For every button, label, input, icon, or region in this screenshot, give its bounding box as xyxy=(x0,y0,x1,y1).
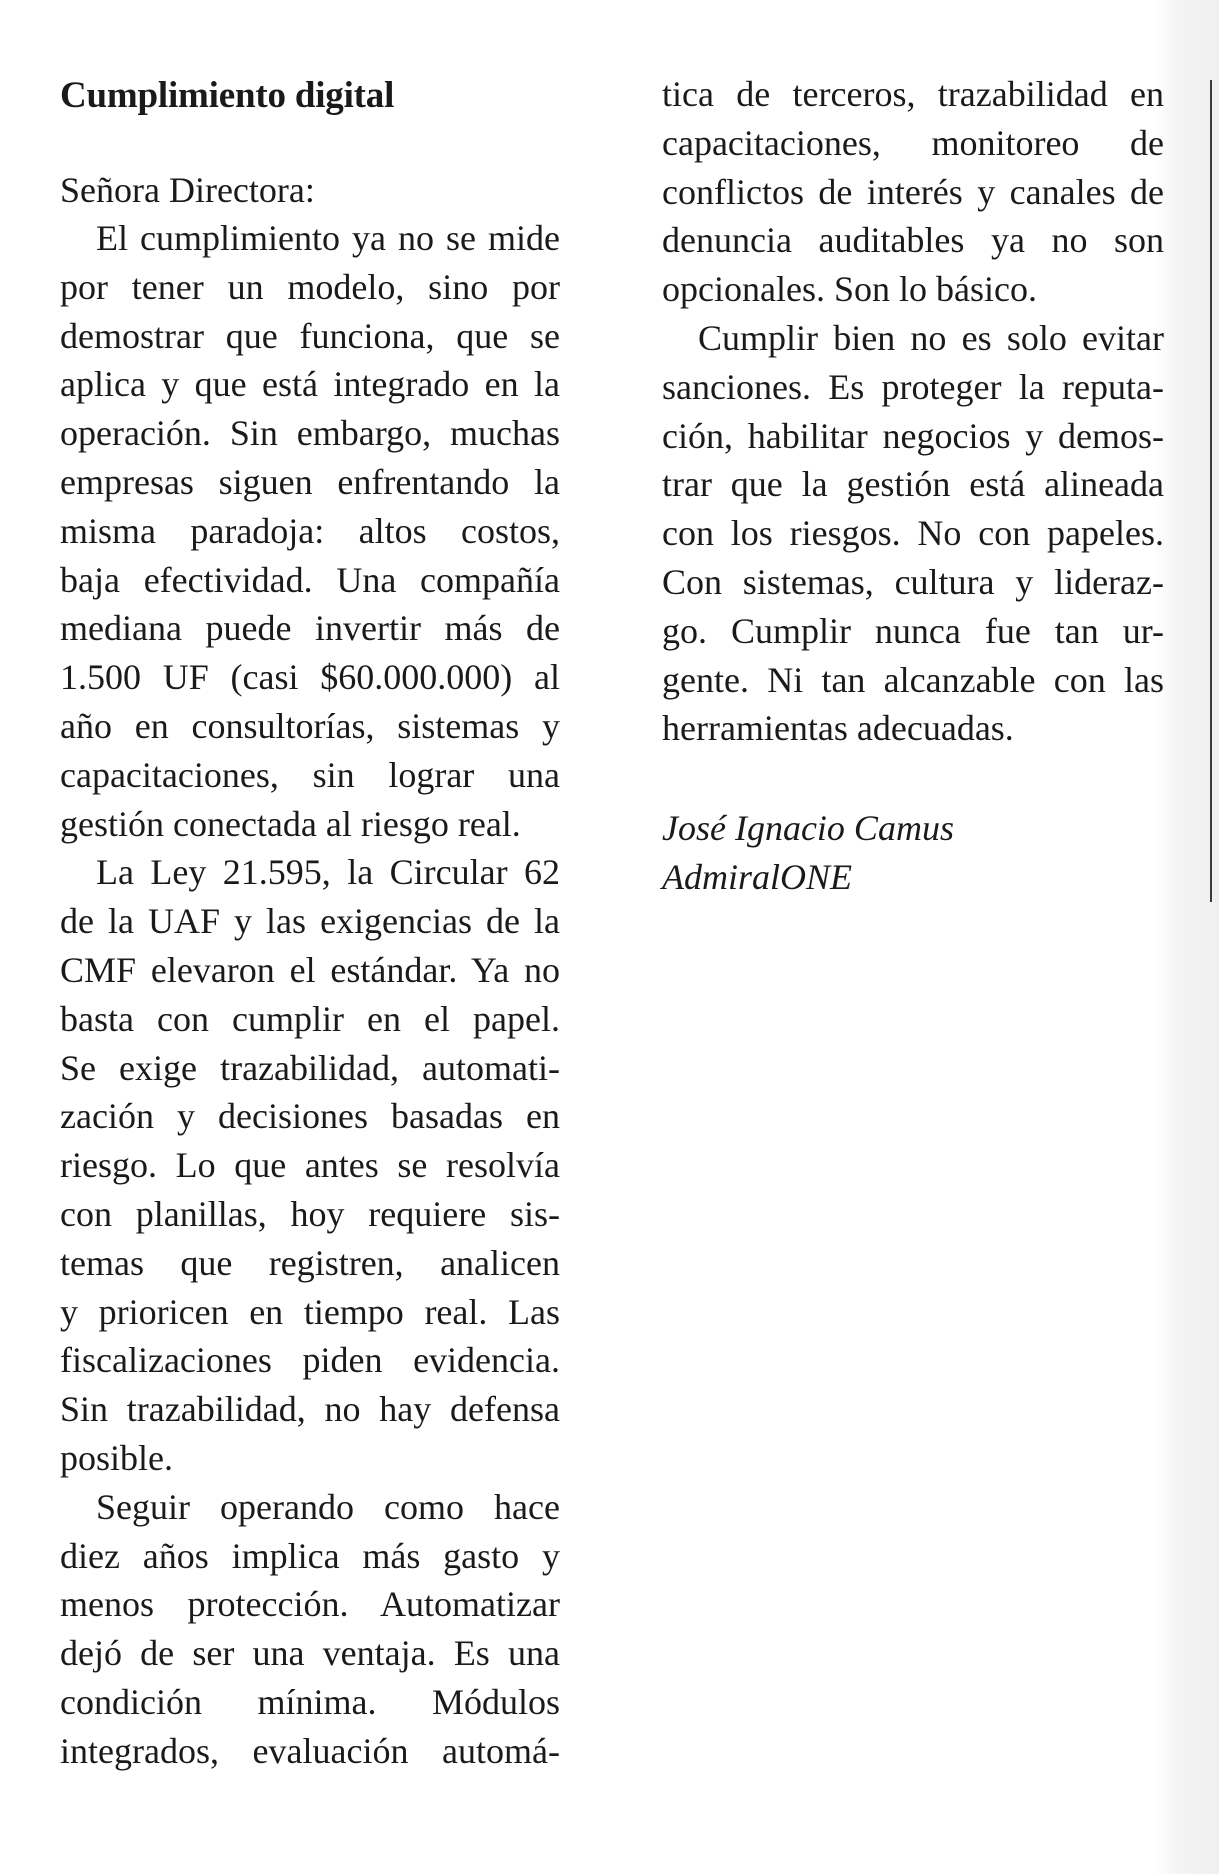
text-line: Sin trazabilidad, no hay defensa xyxy=(60,1389,560,1430)
text-line: denuncia auditables ya no son xyxy=(662,220,1164,261)
text-line: condición mínima. Módulos xyxy=(60,1681,560,1722)
text-line: CMF elevaron el estándar. Ya no xyxy=(60,949,560,990)
text-line: y prioricen en tiempo real. Las xyxy=(60,1291,560,1332)
text-line: trar que la gestión está alineada xyxy=(662,464,1164,505)
signature-name: José Ignacio Camus xyxy=(662,808,954,848)
text-line: sanciones. Es proteger la reputa- xyxy=(662,366,1164,407)
text-line: gestión conectada al riesgo real. xyxy=(60,803,521,844)
text-line: diez años implica más gasto y xyxy=(60,1535,560,1576)
right-column xyxy=(662,70,1164,753)
left-column xyxy=(60,214,560,1776)
paragraph-2 xyxy=(60,848,560,1482)
text-line: dejó de ser una ventaja. Es una xyxy=(60,1633,560,1674)
text-line: riesgo. Lo que antes se resolvía xyxy=(60,1145,560,1186)
text-line: gente. Ni tan alcanzable con las xyxy=(662,659,1164,700)
text-line: aplica y que está integrado en la xyxy=(60,364,560,405)
signature-organization: AdmiralONE xyxy=(662,856,853,897)
paragraph-3 xyxy=(60,1483,560,1776)
text-line: operación. Sin embargo, muchas xyxy=(60,413,560,454)
text-line: con los riesgos. No con papeles. xyxy=(662,513,1164,554)
text-line: integrados, evaluación automá- xyxy=(60,1730,560,1771)
text-line: Cumplir bien no es solo evitar xyxy=(698,317,1164,358)
text-line: por tener un modelo, sino por xyxy=(60,266,560,307)
text-line: demostrar que funciona, que se xyxy=(60,315,560,356)
text-line: Se exige trazabilidad, automati- xyxy=(60,1047,560,1088)
column-rule xyxy=(1210,80,1212,902)
text-line: conflictos de interés y canales de xyxy=(662,171,1164,212)
paragraph-4 xyxy=(662,314,1164,753)
text-line: tica de terceros, trazabilidad en xyxy=(662,74,1164,114)
text-line: capacitaciones, sin lograr una xyxy=(60,754,560,795)
text-line: temas que registren, analicen xyxy=(60,1242,560,1283)
text-line: Seguir operando como hace xyxy=(96,1486,560,1527)
text-line: 1.500 UF (casi $60.000.000) al xyxy=(60,657,560,698)
text-line: baja efectividad. Una compañía xyxy=(60,559,560,600)
text-line: misma paradoja: altos costos, xyxy=(60,510,560,551)
text-line: La Ley 21.595, la Circular 62 xyxy=(96,852,560,893)
text-line: basta con cumplir en el papel. xyxy=(60,998,560,1039)
text-line: posible. xyxy=(60,1437,173,1478)
text-line: El cumplimiento ya no se mide xyxy=(96,218,560,258)
text-line: go. Cumplir nunca fue tan ur- xyxy=(662,610,1164,651)
text-line: menos protección. Automatizar xyxy=(60,1584,560,1625)
letter-headline: Cumplimiento digital xyxy=(60,75,395,116)
text-line: capacitaciones, monitoreo de xyxy=(662,122,1164,163)
text-line: Con sistemas, cultura y lideraz- xyxy=(662,561,1164,602)
text-line: ción, habilitar negocios y demos- xyxy=(662,415,1164,456)
text-line: de la UAF y las exigencias de la xyxy=(60,901,560,942)
text-line: mediana puede invertir más de xyxy=(60,608,560,649)
text-line: zación y decisiones basadas en xyxy=(60,1096,560,1137)
text-line: fiscalizaciones piden evidencia. xyxy=(60,1340,560,1381)
paragraph-1 xyxy=(60,214,560,848)
text-line: año en consultorías, sistemas y xyxy=(60,705,560,746)
text-line: empresas siguen enfrentando la xyxy=(60,461,560,502)
text-line: opcionales. Son lo básico. xyxy=(662,269,1037,310)
text-line: con planillas, hoy requiere sis- xyxy=(60,1193,560,1234)
text-line: herramientas adecuadas. xyxy=(662,708,1014,749)
signature xyxy=(662,804,954,902)
paragraph-3-continued xyxy=(662,70,1164,314)
salutation: Señora Directora: xyxy=(60,170,315,210)
